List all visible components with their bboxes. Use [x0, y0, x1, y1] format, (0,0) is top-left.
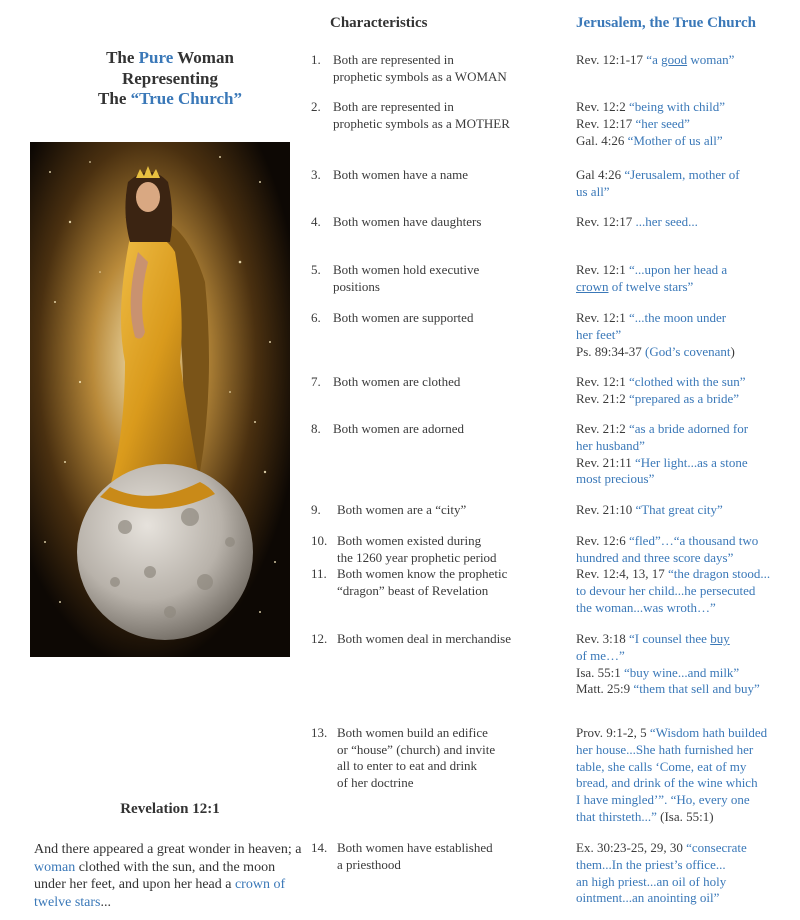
row-number: 8.: [311, 421, 321, 436]
scripture-reference: Rev. 12:17 ...her seed...: [576, 214, 698, 229]
row-number: 11.: [311, 566, 327, 581]
row-number: 6.: [311, 310, 321, 325]
characteristic-item: Both are represented in prophetic symbols as a WOMAN: [333, 52, 507, 84]
row-number: 13.: [311, 725, 328, 740]
row-number: 9.: [311, 502, 321, 517]
characteristic-item: Both women hold executive positions: [333, 262, 480, 294]
characteristic-item: Both women have daughters: [333, 214, 482, 229]
jerusalem-header: Jerusalem, the True Church: [576, 15, 756, 31]
row-number: 7.: [311, 374, 321, 389]
characteristic-item: Both women deal in merchandise: [337, 631, 512, 646]
title-pure-word: Pure: [138, 48, 174, 67]
characteristic-item: Both women existed during the 1260 year prophetic period: [337, 533, 497, 565]
scripture-reference: Rev. 21:2 “as a bride adorned for her husband” Rev. 21:11 “Her light...as a stone most precious”: [576, 421, 749, 487]
page-title: The Pure Woman Representing The “True Church”: [98, 48, 242, 108]
scripture-reference: Prov. 9:1-2, 5 “Wisdom hath builded her house...She hath furnished her table, she calls ‘Come, eat of my bread, and drink of the wine which I have mingled’”. “Ho, every one that thirsteth...” (Isa. 55:1): [576, 725, 768, 824]
characteristic-item: Both women are adorned: [333, 421, 465, 436]
woman-on-moon-illustration: [30, 142, 290, 657]
scripture-reference: Ex. 30:23-25, 29, 30 “consecrate them...In the priest’s office... an high priest...an oil of holy ointment...an anointing oil”: [576, 840, 747, 906]
characteristic-item: Both women build an edifice or “house” (church) and invite all to enter to eat and drink of her doctrine: [337, 725, 496, 790]
row-number: 2.: [311, 99, 321, 114]
characteristic-item: Both women are clothed: [333, 374, 461, 389]
row-number: 1.: [311, 52, 321, 67]
revelation-quote: And there appeared a great wonder in heaven; a woman clothed with the sun, and the moon under her feet, and upon her head a crown of twelve stars...: [34, 842, 302, 910]
scripture-reference: Rev. 21:10 “That great city”: [576, 502, 723, 517]
row-number: 10.: [311, 533, 328, 548]
title-true-church: “True Church”: [130, 89, 242, 108]
scripture-reference: Gal 4:26 “Jerusalem, mother of us all”: [576, 167, 740, 199]
characteristic-item: Both women have established a priesthood: [337, 840, 493, 872]
row-number: 3.: [311, 167, 321, 182]
scripture-reference: Rev. 12:1-17 “a good woman”: [576, 52, 735, 67]
row-number: 12.: [311, 631, 328, 646]
scripture-reference: Rev. 3:18 “I counsel thee buy of me…” Isa. 55:1 “buy wine...and milk” Matt. 25:9 “them that sell and buy”: [576, 631, 760, 697]
characteristic-item: Both women know the prophetic “dragon” beast of Revelation: [337, 566, 508, 598]
row-number: 5.: [311, 262, 321, 277]
characteristic-item: Both women are a “city”: [337, 502, 467, 517]
scripture-reference: Rev. 12:4, 13, 17 “the dragon stood... to devour her child...he persecuted the woman...was wroth…”: [576, 566, 771, 615]
row-number: 14.: [311, 840, 328, 855]
scripture-reference: Rev. 12:1 “...the moon under her feet” Ps. 89:34-37 (God’s covenant): [576, 310, 735, 359]
scripture-reference: Rev. 12:1 “clothed with the sun” Rev. 21:2 “prepared as a bride”: [576, 374, 746, 406]
characteristic-item: Both women have a name: [333, 167, 469, 182]
revelation-heading: Revelation 12:1: [120, 801, 220, 817]
scripture-reference: Rev. 12:6 “fled”…“a thousand two hundred and three score days”: [576, 533, 759, 565]
scripture-reference: Rev. 12:2 “being with child” Rev. 12:17 “her seed” Gal. 4:26 “Mother of us all”: [576, 99, 725, 148]
row-number: 4.: [311, 214, 321, 229]
characteristic-item: Both are represented in prophetic symbols as a MOTHER: [333, 99, 510, 131]
scripture-reference: Rev. 12:1 “...upon her head a crown of twelve stars”: [576, 262, 728, 294]
face: [136, 182, 160, 212]
characteristics-header: Characteristics: [330, 15, 428, 31]
characteristic-item: Both women are supported: [333, 310, 474, 325]
